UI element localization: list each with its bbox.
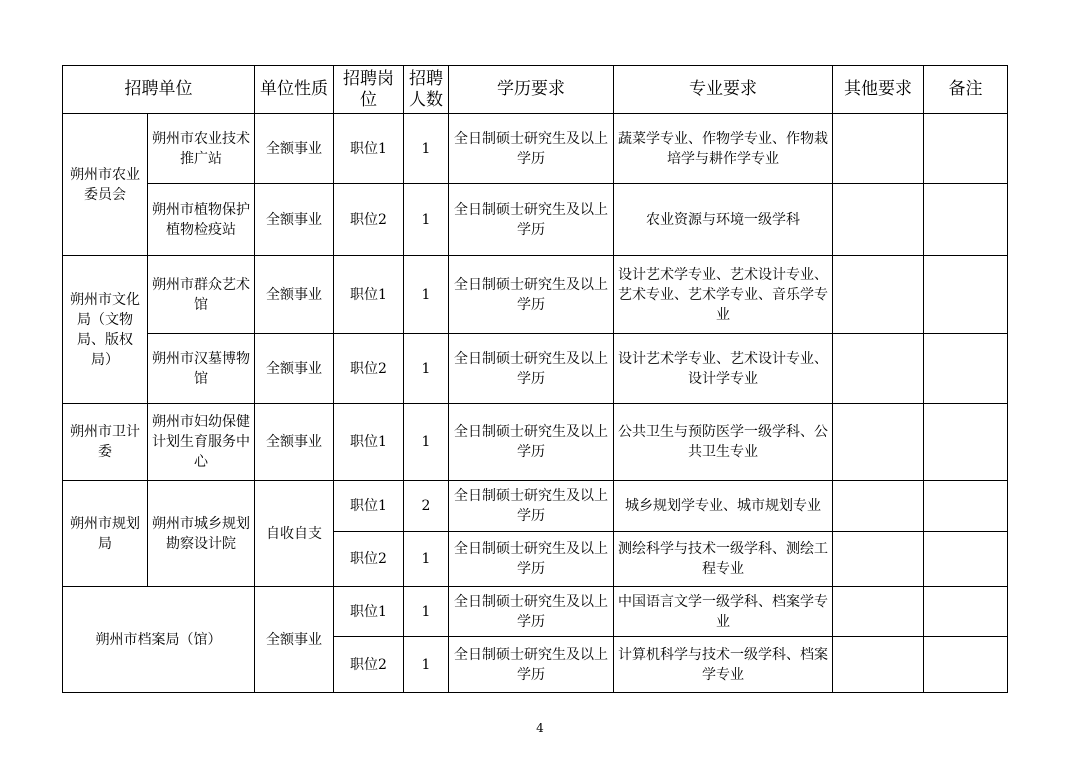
education-cell: 全日制硕士研究生及以上学历 xyxy=(449,404,614,481)
other-cell xyxy=(833,184,924,256)
nature-cell: 全额事业 xyxy=(255,256,334,334)
count-cell: 1 xyxy=(404,184,449,256)
nature-cell: 全额事业 xyxy=(255,114,334,184)
unit-cell: 朔州市植物保护植物检疫站 xyxy=(148,184,255,256)
unit-cell: 朔州市汉墓博物馆 xyxy=(148,334,255,404)
other-cell xyxy=(833,587,924,637)
education-cell: 全日制硕士研究生及以上学历 xyxy=(449,256,614,334)
table-row xyxy=(63,334,1008,404)
count-cell: 1 xyxy=(404,532,449,587)
remark-cell xyxy=(924,637,1008,693)
education-cell: 全日制硕士研究生及以上学历 xyxy=(449,587,614,637)
education-cell: 全日制硕士研究生及以上学历 xyxy=(449,114,614,184)
count-cell: 1 xyxy=(404,114,449,184)
remark-cell xyxy=(924,404,1008,481)
education-cell: 全日制硕士研究生及以上学历 xyxy=(449,184,614,256)
education-cell: 全日制硕士研究生及以上学历 xyxy=(449,481,614,532)
other-cell xyxy=(833,114,924,184)
education-cell: 全日制硕士研究生及以上学历 xyxy=(449,334,614,404)
major-cell: 计算机科学与技术一级学科、档案学专业 xyxy=(614,637,833,693)
count-cell: 1 xyxy=(404,637,449,693)
recruitment-table xyxy=(62,65,1008,693)
count-cell: 1 xyxy=(404,404,449,481)
header-major: 专业要求 xyxy=(614,66,833,114)
nature-cell: 全额事业 xyxy=(255,184,334,256)
header-row xyxy=(63,66,1008,114)
count-cell: 1 xyxy=(404,334,449,404)
remark-cell xyxy=(924,481,1008,532)
post-cell: 职位2 xyxy=(334,334,404,404)
post-cell: 职位1 xyxy=(334,587,404,637)
post-cell: 职位1 xyxy=(334,114,404,184)
remark-cell xyxy=(924,587,1008,637)
page-number: 4 xyxy=(536,721,544,735)
header-education: 学历要求 xyxy=(449,66,614,114)
major-cell: 公共卫生与预防医学一级学科、公共卫生专业 xyxy=(614,404,833,481)
nature-cell: 自收自支 xyxy=(255,481,334,587)
table-row xyxy=(63,404,1008,481)
unit-cell: 朔州市妇幼保健计划生育服务中心 xyxy=(148,404,255,481)
post-cell: 职位2 xyxy=(334,532,404,587)
count-cell: 1 xyxy=(404,587,449,637)
other-cell xyxy=(833,256,924,334)
org-cell: 朔州市规划局 xyxy=(63,481,148,587)
header-count: 招聘人数 xyxy=(404,66,449,114)
post-cell: 职位2 xyxy=(334,184,404,256)
major-cell: 农业资源与环境一级学科 xyxy=(614,184,833,256)
major-cell: 蔬菜学专业、作物学专业、作物栽培学与耕作学专业 xyxy=(614,114,833,184)
header-nature: 单位性质 xyxy=(255,66,334,114)
header-other: 其他要求 xyxy=(833,66,924,114)
org-cell: 朔州市卫计委 xyxy=(63,404,148,481)
nature-cell: 全额事业 xyxy=(255,404,334,481)
remark-cell xyxy=(924,532,1008,587)
major-cell: 设计艺术学专业、艺术设计专业、艺术专业、艺术学专业、音乐学专业 xyxy=(614,256,833,334)
major-cell: 设计艺术学专业、艺术设计专业、设计学专业 xyxy=(614,334,833,404)
table-row xyxy=(63,114,1008,184)
nature-cell: 全额事业 xyxy=(255,587,334,693)
org-cell: 朔州市档案局（馆） xyxy=(63,587,255,693)
other-cell xyxy=(833,334,924,404)
unit-cell: 朔州市农业技术推广站 xyxy=(148,114,255,184)
remark-cell xyxy=(924,184,1008,256)
unit-cell: 朔州市群众艺术馆 xyxy=(148,256,255,334)
other-cell xyxy=(833,637,924,693)
header-unit: 招聘单位 xyxy=(63,66,255,114)
remark-cell xyxy=(924,334,1008,404)
education-cell: 全日制硕士研究生及以上学历 xyxy=(449,637,614,693)
count-cell: 2 xyxy=(404,481,449,532)
other-cell xyxy=(833,404,924,481)
count-cell: 1 xyxy=(404,256,449,334)
header-post: 招聘岗位 xyxy=(334,66,404,114)
remark-cell xyxy=(924,114,1008,184)
post-cell: 职位1 xyxy=(334,256,404,334)
header-remark: 备注 xyxy=(924,66,1008,114)
org-cell: 朔州市农业委员会 xyxy=(63,114,148,256)
table-row xyxy=(63,184,1008,256)
post-cell: 职位1 xyxy=(334,481,404,532)
education-cell: 全日制硕士研究生及以上学历 xyxy=(449,532,614,587)
major-cell: 中国语言文学一级学科、档案学专业 xyxy=(614,587,833,637)
post-cell: 职位2 xyxy=(334,637,404,693)
nature-cell: 全额事业 xyxy=(255,334,334,404)
remark-cell xyxy=(924,256,1008,334)
table-row xyxy=(63,256,1008,334)
other-cell xyxy=(833,532,924,587)
table-row xyxy=(63,481,1008,532)
unit-cell: 朔州市城乡规划勘察设计院 xyxy=(148,481,255,587)
table-row xyxy=(63,587,1008,637)
org-cell: 朔州市文化局（文物局、版权局） xyxy=(63,256,148,404)
other-cell xyxy=(833,481,924,532)
major-cell: 城乡规划学专业、城市规划专业 xyxy=(614,481,833,532)
post-cell: 职位1 xyxy=(334,404,404,481)
major-cell: 测绘科学与技术一级学科、测绘工程专业 xyxy=(614,532,833,587)
